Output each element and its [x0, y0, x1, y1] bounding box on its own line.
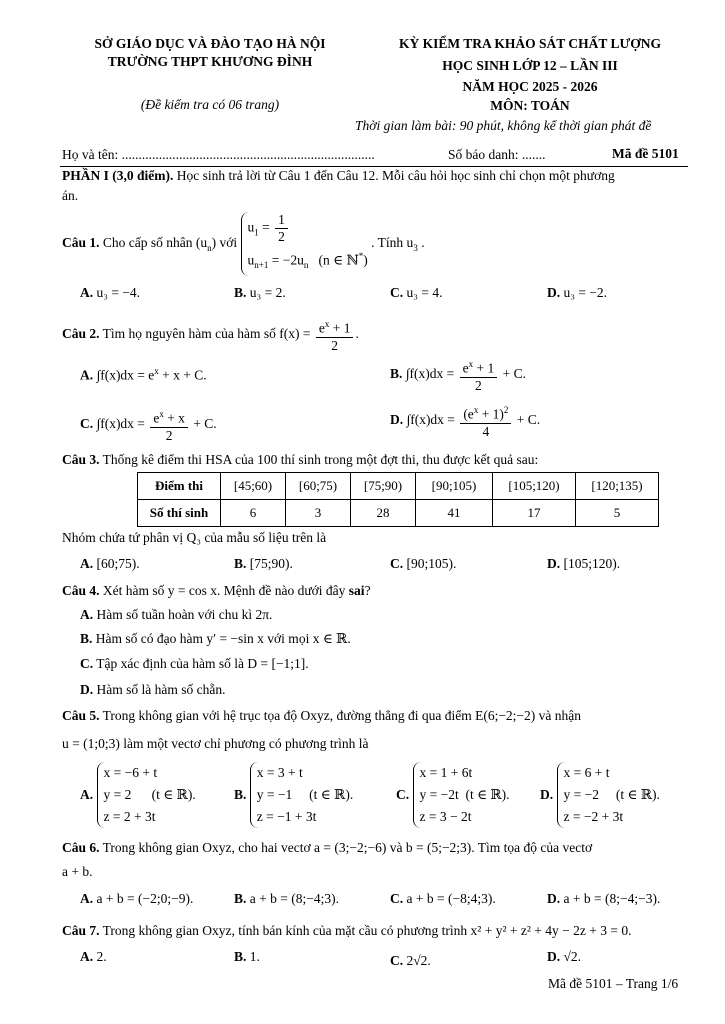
q7-option-a[interactable]: A. 2.	[80, 949, 107, 964]
q1-option-a[interactable]: A. u₃ = −4.	[80, 285, 141, 300]
subject: MÔN: TOÁN	[490, 98, 570, 113]
recurrence-system: $u_1$ = $\frac{1}{2}$ $u_{n+1} = -2u_n$ (n ∈ ℕ*)	[241, 212, 368, 276]
table-head-count: Số thí sinh	[138, 500, 221, 527]
name-field: Họ và tên: ...........................................................................	[62, 147, 375, 162]
table-cell: 3	[286, 500, 351, 527]
q6-option-b[interactable]: B. a + b = (8;−4;3).	[234, 891, 339, 906]
q2-option-a[interactable]: A. $\int f(x)dx = e^x + x + C$.	[80, 366, 207, 383]
question-7: Câu 7. Trong không gian Oxyz, tính bán kính của mặt cầu có phương trình x² + y² + z² + 4y − 2z + 3 = 0.	[62, 923, 632, 938]
q5-option-c[interactable]: C. x = 1 + 6t y = −2t (t ∈ ℝ). z = 3 − 2t	[396, 762, 510, 828]
question-5: Câu 5. Trong không gian với hệ trục tọa độ Oxyz, đường thẳng đi qua điểm E(6;−2;−2) và nhận	[62, 708, 582, 723]
q4-option-d[interactable]: D. Hàm số là hàm số chẵn.	[80, 682, 226, 697]
q7-option-d[interactable]: D. √2.	[547, 949, 582, 964]
q4-option-b[interactable]: B. Hàm số có đạo hàm y′ = −sin x với mọi x ∈ ℝ.	[80, 631, 351, 646]
q5-option-b[interactable]: B. x = 3 + t y = −1 (t ∈ ℝ). z = −1 + 3t	[234, 762, 353, 828]
q5-option-d[interactable]: D. x = 6 + t y = −2 (t ∈ ℝ). z = −2 + 3t	[540, 762, 660, 828]
department: SỞ GIÁO DỤC VÀ ĐÀO TẠO HÀ NỘI	[94, 36, 326, 51]
q3-option-c[interactable]: C. [90;105).	[390, 556, 457, 571]
page-footer: Mã đề 5101 – Trang 1/6	[548, 976, 679, 991]
school-name: TRƯỜNG THPT KHƯƠNG ĐÌNH	[107, 54, 313, 69]
table-cell: [105;120)	[493, 473, 576, 500]
part1-instruction: PHẦN I (3,0 điểm). Học sinh trả lời từ Câu 1 đến Câu 12. Mỗi câu hỏi học sinh chỉ chọn một phương	[62, 168, 615, 183]
header-divider	[60, 166, 688, 167]
table-cell: [120;135)	[576, 473, 659, 500]
q2-option-c[interactable]: C. ∫f(x)dx = $\frac{e^x + x}{2}$ + C.	[80, 406, 217, 444]
q1-option-b[interactable]: B. u₃ = 2.	[234, 285, 286, 300]
question-6: Câu 6. Trong không gian Oxyz, cho hai vectơ a = (3;−2;−6) và b = (5;−2;3). Tìm tọa độ của vectơ	[62, 840, 593, 855]
id-field: Số báo danh: .......	[448, 147, 546, 162]
q3-option-b[interactable]: B. [75;90).	[234, 556, 293, 571]
q6-option-d[interactable]: D. a + b = (8;−4;−3).	[547, 891, 661, 906]
q2-option-d[interactable]: D. ∫f(x)dx = $\frac{(e^x + 1)^2}{4}$ + C.	[390, 402, 540, 440]
q3-option-d[interactable]: D. [105;120).	[547, 556, 621, 571]
time-note: Thời gian làm bài: 90 phút, không kể thời gian phát đề	[355, 118, 652, 133]
table-cell: [75;90)	[351, 473, 416, 500]
table-cell: [45;60)	[221, 473, 286, 500]
q3-prompt: Nhóm chứa tứ phân vị Q₃ của mẫu số liệu trên là	[62, 530, 327, 545]
q1-option-d[interactable]: D. u₃ = −2.	[547, 285, 608, 300]
q4-option-a[interactable]: A. Hàm số tuần hoàn với chu kì 2π.	[80, 607, 273, 622]
q7-option-c[interactable]: C. 2√2.	[390, 953, 431, 968]
table-cell: 6	[221, 500, 286, 527]
table-head-score: Điểm thi	[138, 473, 221, 500]
question-2: Câu 2. Tìm họ nguyên hàm của hàm số f(x) = $\frac{e^x + 1}{2}$ .	[62, 316, 359, 354]
q6-option-a[interactable]: A. a + b = (−2;0;−9).	[80, 891, 194, 906]
table-cell: [90;105)	[416, 473, 493, 500]
q2-option-b[interactable]: B. ∫f(x)dx = $\frac{e^x + 1}{2}$ + C.	[390, 356, 526, 394]
part1-instruction-cont: án.	[62, 188, 79, 203]
table-cell: 28	[351, 500, 416, 527]
pages-note: (Đề kiểm tra có 06 trang)	[140, 97, 280, 112]
exam-title: KỲ KIỂM TRA KHẢO SÁT CHẤT LƯỢNG	[398, 36, 662, 51]
question-3: Câu 3. Thống kê điểm thi HSA của 100 thí sinh trong một đợt thi, thu được kết quả sau:	[62, 452, 539, 467]
table-cell: 5	[576, 500, 659, 527]
q4-option-c[interactable]: C. Tập xác định của hàm số là D = [−1;1].	[80, 656, 309, 671]
q6-option-c[interactable]: C. a + b = (−8;4;3).	[390, 891, 496, 906]
question-6-cont: a + b.	[62, 864, 93, 879]
table-cell: 17	[493, 500, 576, 527]
school-year: NĂM HỌC 2025 - 2026	[462, 79, 598, 94]
q3-option-a[interactable]: A. [60;75).	[80, 556, 140, 571]
q5-option-a[interactable]: A. x = −6 + t y = 2 (t ∈ ℝ). z = 2 + 3t	[80, 762, 196, 828]
score-table	[137, 472, 659, 527]
grade: HỌC SINH LỚP 12 – LẦN III	[442, 58, 618, 73]
table-cell: 41	[416, 500, 493, 527]
q1-option-c[interactable]: C. u₃ = 4.	[390, 285, 443, 300]
table-cell: [60;75)	[286, 473, 351, 500]
question-1: Câu 1. Cho cấp số nhân $(u_n)$ với $u_1$ = $\frac{1}{2}$ $u_{n+1} = -2u_n$ (n ∈ ℕ*) . Tính $u_3$ .	[62, 212, 425, 276]
q7-option-b[interactable]: B. 1.	[234, 949, 260, 964]
question-5-cont: u = (1;0;3) làm một vectơ chỉ phương có phương trình là	[62, 736, 369, 751]
exam-code: Mã đề 5101	[612, 146, 679, 161]
question-4: Câu 4. Xét hàm số y = cos x. Mệnh đề nào dưới đây sai?	[62, 583, 371, 598]
